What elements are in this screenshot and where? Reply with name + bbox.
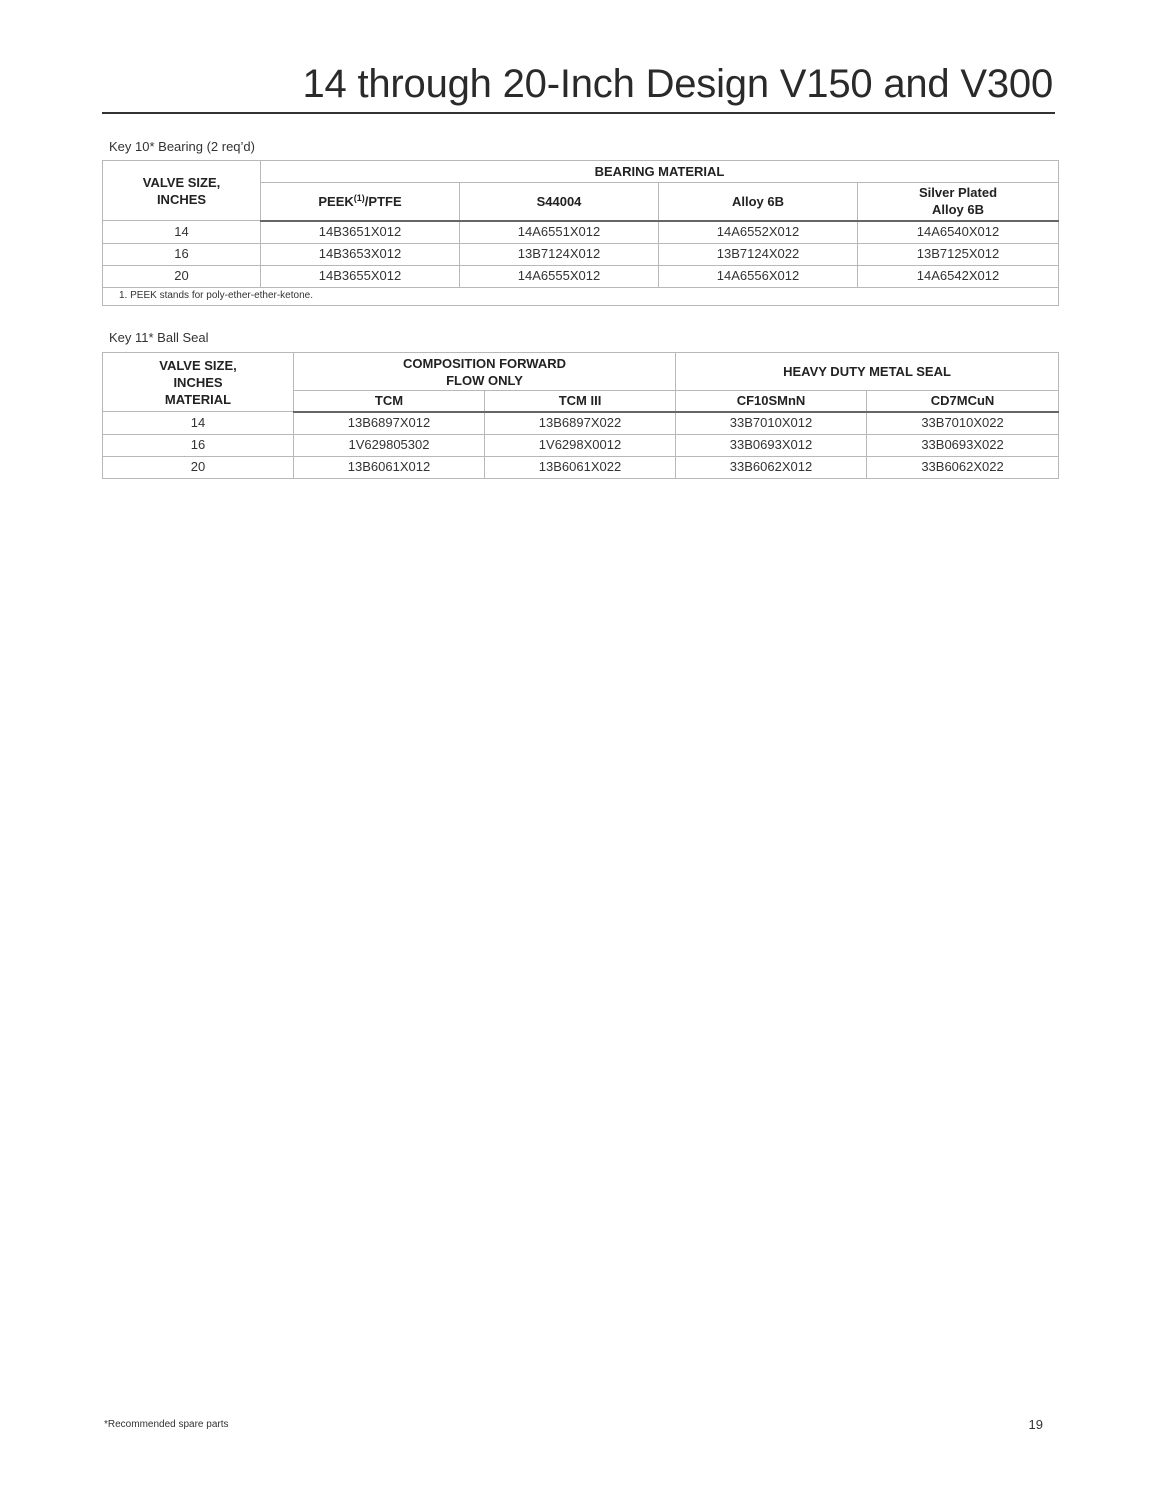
part-number-cell: 14B3653X012 xyxy=(261,243,460,265)
ball-seal-table xyxy=(102,352,1059,479)
part-number-cell: 33B7010X012 xyxy=(676,412,867,435)
valve-size-header: VALVE SIZE, INCHES xyxy=(103,161,261,221)
heavy-duty-metal-seal-header: HEAVY DUTY METAL SEAL xyxy=(676,353,1059,391)
composition-header: COMPOSITION FORWARD FLOW ONLY xyxy=(294,353,676,391)
part-number-cell: 33B7010X022 xyxy=(867,412,1059,435)
part-number-cell: 13B6061X022 xyxy=(485,456,676,478)
part-number-cell: 14A6540X012 xyxy=(858,221,1059,244)
peek-ptfe-header xyxy=(261,183,460,221)
part-number-cell: 14B3651X012 xyxy=(261,221,460,244)
part-number-cell: 13B7124X022 xyxy=(659,243,858,265)
part-number-cell: 14A6552X012 xyxy=(659,221,858,244)
material-header: MATERIAL xyxy=(164,391,232,407)
silver-plated-alloy-6b-header: Silver Plated Alloy 6B xyxy=(858,183,1059,221)
ball-seal-table-caption: Key 11* Ball Seal xyxy=(109,330,209,345)
bearing-table-caption: Key 10* Bearing (2 req’d) xyxy=(109,139,255,154)
valve-size-cell: 14 xyxy=(103,412,294,435)
page-title: 14 through 20-Inch Design V150 and V300 xyxy=(302,62,1053,106)
valve-size-cell: 16 xyxy=(103,434,294,456)
part-number-cell: 14A6551X012 xyxy=(460,221,659,244)
title-rule xyxy=(102,112,1055,114)
bearing-table xyxy=(102,160,1059,306)
part-number-cell: 14A6556X012 xyxy=(659,265,858,287)
part-number-cell: 13B6061X012 xyxy=(294,456,485,478)
part-number-cell: 14A6542X012 xyxy=(858,265,1059,287)
footnote-ref: (1) xyxy=(353,192,365,203)
table-footnote: 1. PEEK stands for poly-ether-ether-ketone. xyxy=(103,287,1059,305)
part-number-cell: 14B3655X012 xyxy=(261,265,460,287)
s44004-header: S44004 xyxy=(460,183,659,221)
valve-size-cell: 16 xyxy=(103,243,261,265)
part-number-cell: 14A6555X012 xyxy=(460,265,659,287)
part-number-cell: 13B7125X012 xyxy=(858,243,1059,265)
part-number-cell: 13B6897X022 xyxy=(485,412,676,435)
peek-label: PEEK xyxy=(318,193,354,209)
part-number-cell: 33B6062X012 xyxy=(676,456,867,478)
valve-size-cell: 20 xyxy=(103,456,294,478)
table-row xyxy=(103,265,1059,287)
table-row xyxy=(103,243,1059,265)
table-row xyxy=(103,456,1059,478)
valve-size-cell: 20 xyxy=(103,265,261,287)
valve-size-material-header xyxy=(103,353,294,412)
cf10smnn-header: CF10SMnN xyxy=(676,391,867,412)
part-number-cell: 1V629805302 xyxy=(294,434,485,456)
ptfe-label: /PTFE xyxy=(364,193,402,209)
part-number-cell: 33B0693X012 xyxy=(676,434,867,456)
part-number-cell: 1V6298X0012 xyxy=(485,434,676,456)
alloy-6b-header: Alloy 6B xyxy=(659,183,858,221)
part-number-cell: 13B7124X012 xyxy=(460,243,659,265)
part-number-cell: 33B0693X022 xyxy=(867,434,1059,456)
footer-note: *Recommended spare parts xyxy=(104,1419,229,1430)
table-row xyxy=(103,412,1059,435)
table-row xyxy=(103,221,1059,244)
page-number: 19 xyxy=(1028,1417,1043,1432)
tcm-iii-header: TCM III xyxy=(485,391,676,412)
part-number-cell: 33B6062X022 xyxy=(867,456,1059,478)
valve-size-header: VALVE SIZE, INCHES xyxy=(159,357,237,390)
bearing-material-header: BEARING MATERIAL xyxy=(261,161,1059,183)
table-row xyxy=(103,434,1059,456)
valve-size-cell: 14 xyxy=(103,221,261,244)
cd7mcun-header: CD7MCuN xyxy=(867,391,1059,412)
part-number-cell: 13B6897X012 xyxy=(294,412,485,435)
tcm-header: TCM xyxy=(294,391,485,412)
